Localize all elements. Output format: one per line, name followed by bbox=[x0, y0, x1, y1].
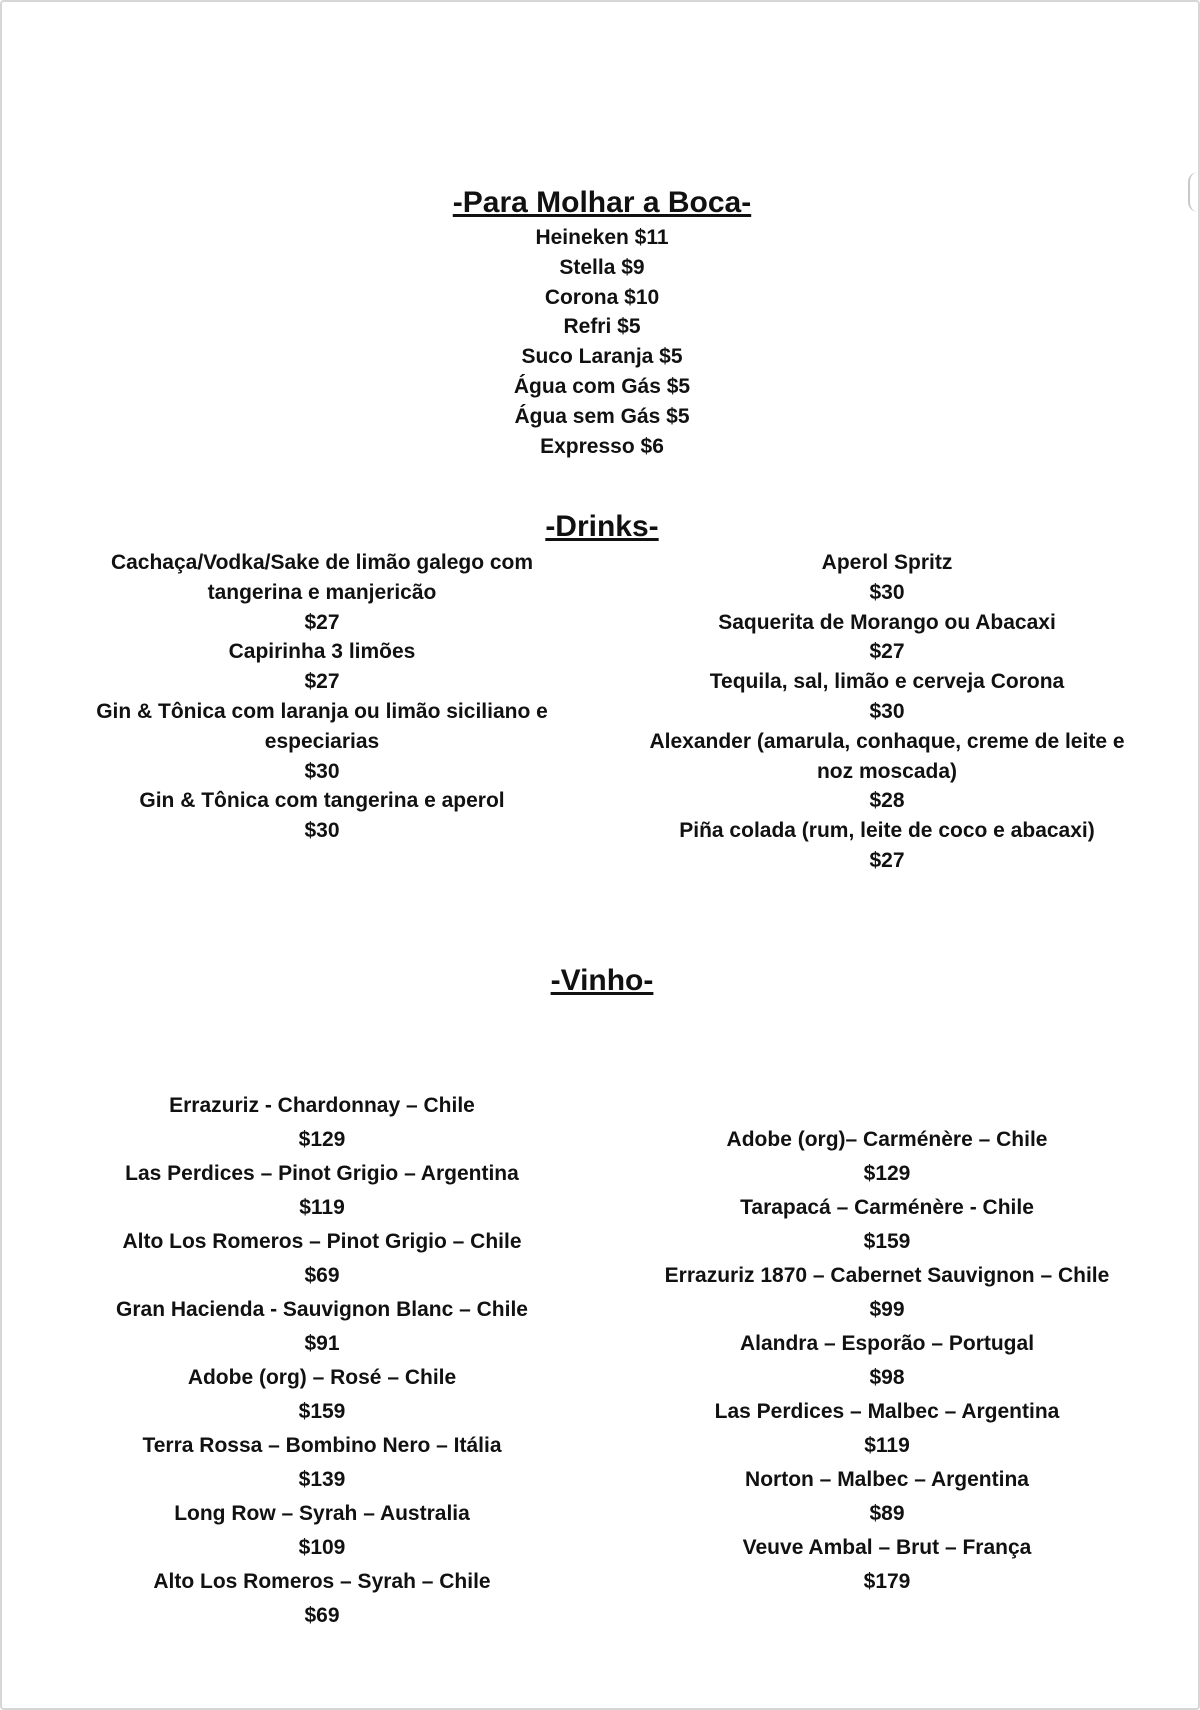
wine-name: Long Row – Syrah – Australia bbox=[174, 1502, 470, 1525]
wine-price: $69 bbox=[304, 1604, 340, 1627]
wine-right-column bbox=[622, 1123, 1152, 1599]
drinks-left-column bbox=[42, 548, 602, 846]
drink-price: $27 bbox=[869, 640, 905, 664]
wine-name: Terra Rossa – Bombino Nero – Itália bbox=[142, 1434, 502, 1457]
wine-price: $99 bbox=[869, 1298, 905, 1321]
wine-name: Norton – Malbec – Argentina bbox=[745, 1468, 1029, 1491]
drink-line: Gin & Tônica com laranja ou limão siciliano e bbox=[96, 699, 548, 723]
drink-price: $27 bbox=[304, 670, 340, 694]
drink-price: $27 bbox=[869, 848, 905, 872]
wine-price: $129 bbox=[863, 1162, 911, 1185]
menu-item: Corona $10 bbox=[544, 285, 660, 309]
wine-price: $159 bbox=[863, 1230, 911, 1253]
drink-price: $28 bbox=[869, 789, 905, 813]
wine-name: Tarapacá – Carménère - Chile bbox=[740, 1196, 1034, 1219]
wine-price: $119 bbox=[299, 1196, 345, 1219]
menu-item: Heineken $11 bbox=[535, 226, 669, 249]
drink-price: $30 bbox=[869, 699, 905, 723]
wine-price: $89 bbox=[869, 1502, 905, 1525]
drink-price: $30 bbox=[869, 580, 905, 604]
menu-item: Expresso $6 bbox=[540, 434, 664, 458]
section-title-vinho: -Vinho- bbox=[550, 964, 654, 997]
wine-price: $98 bbox=[869, 1366, 905, 1389]
wine-name: Errazuriz - Chardonnay – Chile bbox=[169, 1094, 475, 1117]
drink-price: $30 bbox=[304, 759, 340, 783]
drink-line: Gin & Tônica com tangerina e aperol bbox=[139, 789, 505, 813]
menu-item: Suco Laranja $5 bbox=[521, 345, 683, 369]
wine-name: Las Perdices – Pinot Grigio – Argentina bbox=[125, 1162, 519, 1185]
menu-item: Refri $5 bbox=[563, 315, 641, 339]
drink-line: Alexander (amarula, conhaque, creme de leite e bbox=[649, 729, 1125, 753]
wine-price: $69 bbox=[304, 1264, 340, 1287]
menu-item: Água sem Gás $5 bbox=[514, 404, 690, 428]
wine-price: $159 bbox=[298, 1400, 346, 1423]
section-title-drinks: -Drinks- bbox=[545, 510, 659, 543]
wine-name: Gran Hacienda - Sauvignon Blanc – Chile bbox=[116, 1298, 528, 1321]
drink-line: Aperol Spritz bbox=[821, 551, 953, 574]
wine-price: $91 bbox=[304, 1332, 340, 1355]
drink-price: $30 bbox=[304, 819, 340, 843]
boca-list bbox=[2, 223, 1200, 461]
wine-left-column bbox=[42, 1089, 602, 1633]
drinks-right-column bbox=[622, 548, 1152, 876]
wine-name: Alto Los Romeros – Syrah – Chile bbox=[153, 1570, 491, 1593]
drink-line: Capirinha 3 limões bbox=[228, 640, 416, 664]
wine-name: Veuve Ambal – Brut – França bbox=[742, 1536, 1032, 1559]
wine-price: $139 bbox=[298, 1468, 346, 1491]
wine-price: $109 bbox=[298, 1536, 346, 1559]
wine-name: Las Perdices – Malbec – Argentina bbox=[714, 1400, 1060, 1423]
drink-line: noz moscada) bbox=[816, 759, 958, 783]
wine-price: $119 bbox=[864, 1434, 910, 1457]
section-title-boca: -Para Molhar a Boca- bbox=[452, 186, 752, 219]
drink-line: Saquerita de Morango ou Abacaxi bbox=[718, 610, 1056, 634]
wine-name: Adobe (org)– Carménère – Chile bbox=[726, 1128, 1048, 1151]
wine-price: $129 bbox=[298, 1128, 346, 1151]
drink-price: $27 bbox=[304, 610, 340, 634]
wine-price: $179 bbox=[863, 1570, 911, 1593]
wine-name: Alandra – Esporão – Portugal bbox=[739, 1332, 1035, 1355]
drink-line: Tequila, sal, limão e cerveja Corona bbox=[709, 670, 1065, 694]
drink-line: especiarias bbox=[264, 729, 380, 753]
wine-name: Errazuriz 1870 – Cabernet Sauvignon – Chile bbox=[664, 1264, 1110, 1287]
wine-name: Adobe (org) – Rosé – Chile bbox=[187, 1366, 457, 1389]
wine-name: Alto Los Romeros – Pinot Grigio – Chile bbox=[122, 1230, 522, 1253]
drink-line: Cachaça/Vodka/Sake de limão galego com bbox=[110, 551, 534, 574]
menu-item: Stella $9 bbox=[559, 255, 645, 279]
menu-item: Água com Gás $5 bbox=[513, 374, 691, 398]
drink-line: tangerina e manjericão bbox=[207, 580, 437, 604]
drink-line: Piña colada (rum, leite de coco e abacaxi) bbox=[679, 819, 1095, 843]
